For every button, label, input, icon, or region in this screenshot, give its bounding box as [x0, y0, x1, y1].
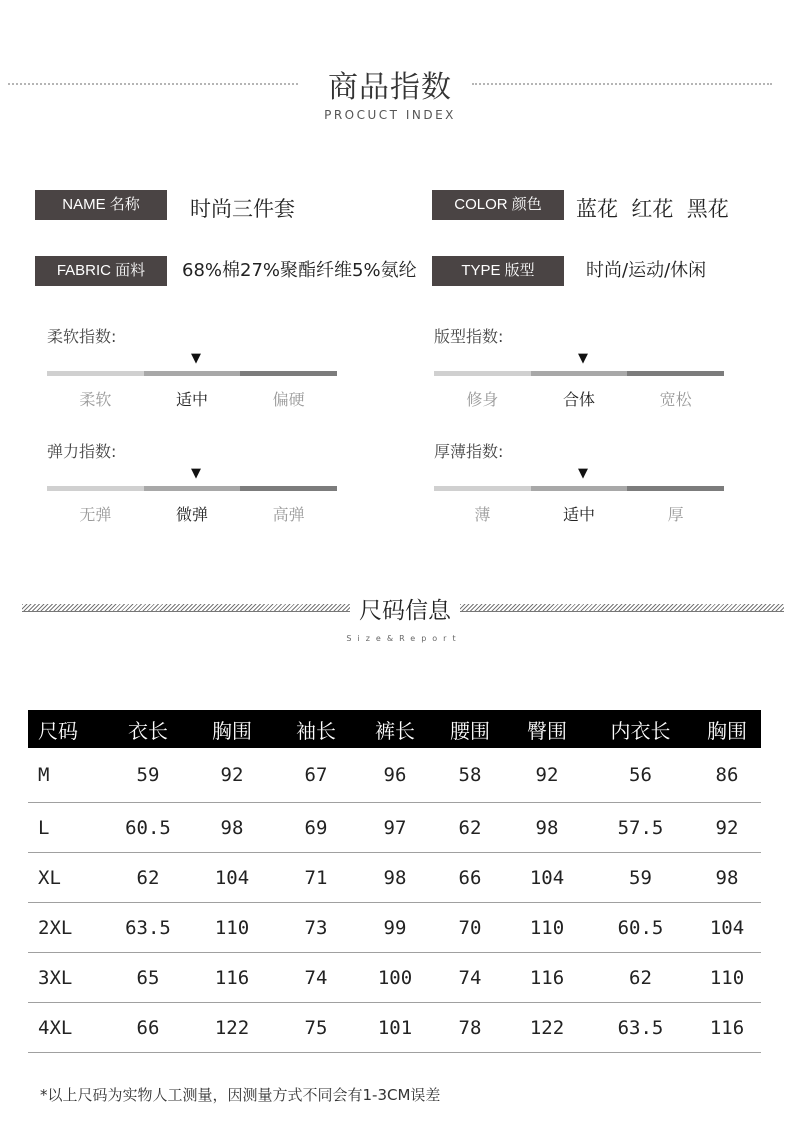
table-cell: 73 [276, 903, 356, 953]
table-cell: 62 [434, 803, 506, 853]
table-cell: 122 [506, 1003, 588, 1053]
size-section-title: 尺码信息 [359, 598, 451, 624]
size-title-divider-left [22, 604, 350, 612]
table-cell: 116 [693, 1003, 761, 1053]
table-row [28, 853, 761, 903]
type-value: 时尚/运动/休闲 [586, 260, 707, 281]
table-cell: 74 [434, 953, 506, 1003]
fit-marker-icon: ▼ [578, 351, 588, 366]
elasticity-level-0: 无弹 [79, 505, 112, 524]
table-cell: 101 [356, 1003, 434, 1053]
elasticity-scale-title: 弹力指数: [47, 442, 117, 461]
elasticity-level-1: 微弹 [176, 505, 209, 524]
table-row [28, 903, 761, 953]
table-cell: M [28, 748, 108, 803]
table-cell: 3XL [28, 953, 108, 1003]
thickness-level-0: 薄 [474, 505, 491, 524]
scale-segment [434, 371, 531, 376]
name-label: NAME 名称 [35, 190, 167, 220]
table-cell: 116 [506, 953, 588, 1003]
table-cell: 71 [276, 853, 356, 903]
scale-segment [144, 486, 241, 491]
table-cell: 56 [588, 748, 693, 803]
table-cell: 69 [276, 803, 356, 853]
scale-segment [47, 371, 144, 376]
thickness-level-1: 适中 [563, 505, 596, 524]
table-cell: 98 [506, 803, 588, 853]
table-cell: 86 [693, 748, 761, 803]
table-cell: 63.5 [588, 1003, 693, 1053]
table-cell: 97 [356, 803, 434, 853]
softness-level-2: 偏硬 [272, 390, 305, 409]
table-cell: 67 [276, 748, 356, 803]
thickness-scale-title: 厚薄指数: [434, 442, 504, 461]
table-cell: 57.5 [588, 803, 693, 853]
table-cell: 65 [108, 953, 188, 1003]
header-cell: 腰围 [434, 710, 506, 748]
fit-scale-title: 版型指数: [434, 327, 504, 346]
table-cell: 98 [188, 803, 276, 853]
color-value: 蓝花 红花 黑花 [576, 197, 729, 221]
softness-scale-title: 柔软指数: [47, 327, 117, 346]
table-cell: 2XL [28, 903, 108, 953]
table-row [28, 748, 761, 803]
size-section-subtitle: Size&Report [346, 634, 462, 643]
fit-level-1: 合体 [563, 390, 596, 409]
table-cell: 66 [108, 1003, 188, 1053]
scale-segment [144, 371, 241, 376]
header-cell: 衣长 [108, 710, 188, 748]
scale-segment [531, 371, 628, 376]
table-cell: L [28, 803, 108, 853]
header-cell: 胸围 [693, 710, 761, 748]
table-cell: 60.5 [108, 803, 188, 853]
table-row [28, 1003, 761, 1053]
table-cell: 100 [356, 953, 434, 1003]
table-cell: 122 [188, 1003, 276, 1053]
scale-segment [240, 371, 337, 376]
index-section-subtitle: PROCUCT INDEX [324, 108, 456, 122]
fit-scale-bar [434, 371, 724, 376]
table-cell: 99 [356, 903, 434, 953]
table-cell: 58 [434, 748, 506, 803]
size-table-header [28, 710, 761, 748]
name-value: 时尚三件套 [190, 197, 295, 221]
header-cell: 胸围 [188, 710, 276, 748]
softness-level-1: 适中 [176, 390, 209, 409]
table-cell: 70 [434, 903, 506, 953]
scale-segment [434, 486, 531, 491]
thickness-scale-labels [434, 502, 724, 525]
scale-segment [531, 486, 628, 491]
table-cell: 92 [693, 803, 761, 853]
header-cell: 尺码 [28, 710, 108, 748]
index-section-title: 商品指数 [328, 70, 452, 105]
table-cell: 60.5 [588, 903, 693, 953]
table-cell: 62 [588, 953, 693, 1003]
elasticity-level-2: 高弹 [272, 505, 305, 524]
table-cell: 59 [588, 853, 693, 903]
thickness-marker-icon: ▼ [578, 466, 588, 481]
table-cell: 66 [434, 853, 506, 903]
table-cell: 110 [188, 903, 276, 953]
header-cell: 袖长 [276, 710, 356, 748]
softness-level-0: 柔软 [79, 390, 112, 409]
scale-segment [627, 486, 724, 491]
header-cell: 内衣长 [588, 710, 693, 748]
scale-segment [240, 486, 337, 491]
color-label: COLOR 颜色 [432, 190, 564, 220]
table-cell: 78 [434, 1003, 506, 1053]
table-cell: 59 [108, 748, 188, 803]
table-cell: 104 [506, 853, 588, 903]
scale-segment [47, 486, 144, 491]
table-cell: XL [28, 853, 108, 903]
fit-scale-labels [434, 387, 724, 410]
thickness-scale-bar [434, 486, 724, 491]
table-cell: 110 [693, 953, 761, 1003]
table-cell: 63.5 [108, 903, 188, 953]
size-title-divider-right [460, 604, 784, 612]
elasticity-scale-labels [47, 502, 337, 525]
table-cell: 62 [108, 853, 188, 903]
fit-level-2: 宽松 [659, 390, 692, 409]
table-cell: 104 [693, 903, 761, 953]
thickness-level-2: 厚 [667, 505, 684, 524]
table-cell: 98 [356, 853, 434, 903]
table-cell: 98 [693, 853, 761, 903]
table-cell: 110 [506, 903, 588, 953]
fit-level-0: 修身 [466, 390, 499, 409]
softness-scale-bar [47, 371, 337, 376]
measurement-footnote: *以上尺码为实物人工测量，因测量方式不同会有1-3CM误差 [40, 1086, 441, 1104]
table-cell: 75 [276, 1003, 356, 1053]
fabric-label: FABRIC 面料 [35, 256, 167, 286]
table-cell: 104 [188, 853, 276, 903]
size-table [28, 710, 761, 1053]
table-cell: 74 [276, 953, 356, 1003]
type-label: TYPE 版型 [432, 256, 564, 286]
table-cell: 92 [188, 748, 276, 803]
header-cell: 臀围 [506, 710, 588, 748]
scale-segment [627, 371, 724, 376]
table-cell: 92 [506, 748, 588, 803]
elasticity-marker-icon: ▼ [191, 466, 201, 481]
softness-marker-icon: ▼ [191, 351, 201, 366]
table-row [28, 803, 761, 853]
header-cell: 裤长 [356, 710, 434, 748]
softness-scale-labels [47, 387, 337, 410]
elasticity-scale-bar [47, 486, 337, 491]
table-cell: 96 [356, 748, 434, 803]
table-cell: 116 [188, 953, 276, 1003]
table-cell: 4XL [28, 1003, 108, 1053]
fabric-value: 68%棉27%聚酯纤维5%氨纶 [182, 260, 417, 281]
table-row [28, 953, 761, 1003]
